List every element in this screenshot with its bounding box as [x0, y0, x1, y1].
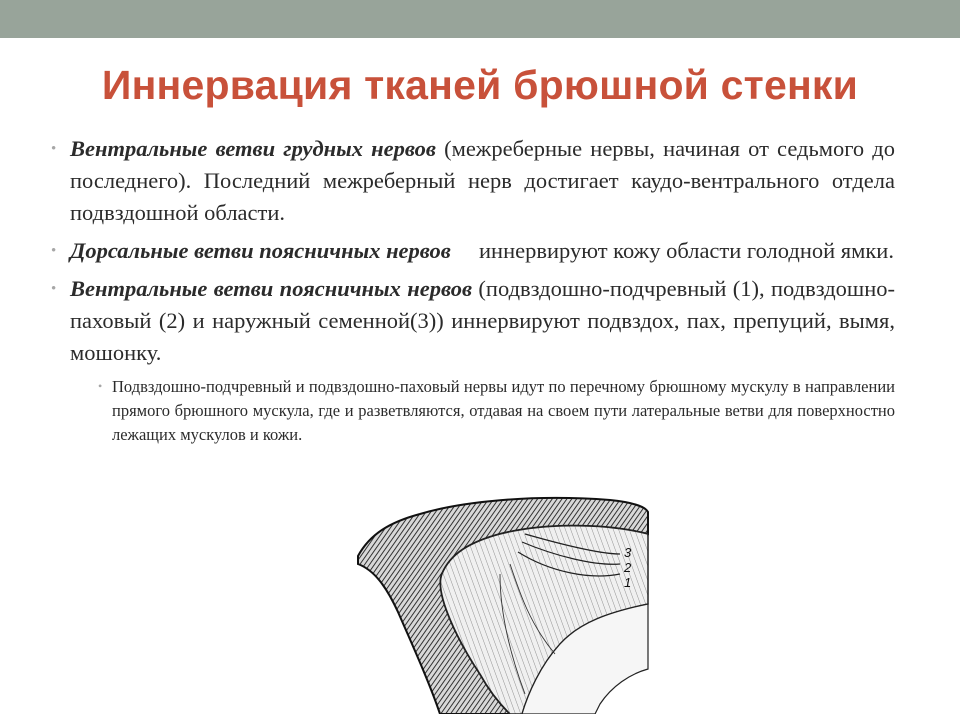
bullet-dot-icon: • [51, 281, 57, 297]
bullet-thoracic-nerves [50, 133, 895, 229]
abdominal-wall-illustration [350, 494, 650, 714]
bullet-dot-icon: • [51, 141, 57, 157]
slide-title: Иннервация тканей брюшной стенки [101, 62, 859, 108]
figure-label-2: 2 [624, 560, 632, 575]
bullet-text: иннервируют кожу области голодной ямки. [450, 238, 894, 263]
bullet-emphasis: Вентральные ветви грудных нервов [70, 136, 436, 161]
bullet-text: (межреберные нервы, начиная от седьмого до последнего). Последний межреберный нерв достигает каудо-вентрального отдела подвздошной области. [70, 136, 895, 225]
bullet-dorsal-lumbar-nerves [50, 235, 895, 267]
bullet-dot-icon: • [51, 243, 57, 259]
sub-bullet-dot-icon: • [98, 379, 103, 393]
top-bar [0, 0, 960, 38]
bullet-ventral-lumbar-nerves [50, 273, 895, 369]
figure-label-1: 1 [624, 575, 632, 590]
bullet-emphasis: Вентральные ветви поясничных нервов [70, 276, 473, 301]
bullet-text: (подвздошно-подчревный (1), подвздошно-паховый (2) и наружный семенной(3)) иннервируют подвздох, пах, препуций, вымя, мошонку. [70, 276, 895, 365]
sub-bullet-nerve-course [98, 375, 895, 447]
bullet-emphasis: Дорсальные ветви поясничных нервов [70, 238, 451, 263]
sub-bullet-text: Подвздошно-подчревный и подвздошно-паховый нервы идут по перечному брюшному мускулу в направлении прямого брюшного мускула, где и разветвляются, отдавая на своем пути латеральные ветви для поверхностно лежащих мускулов и кожи. [112, 377, 895, 444]
slide-content [50, 133, 895, 447]
figure-label-3: 3 [624, 545, 632, 560]
